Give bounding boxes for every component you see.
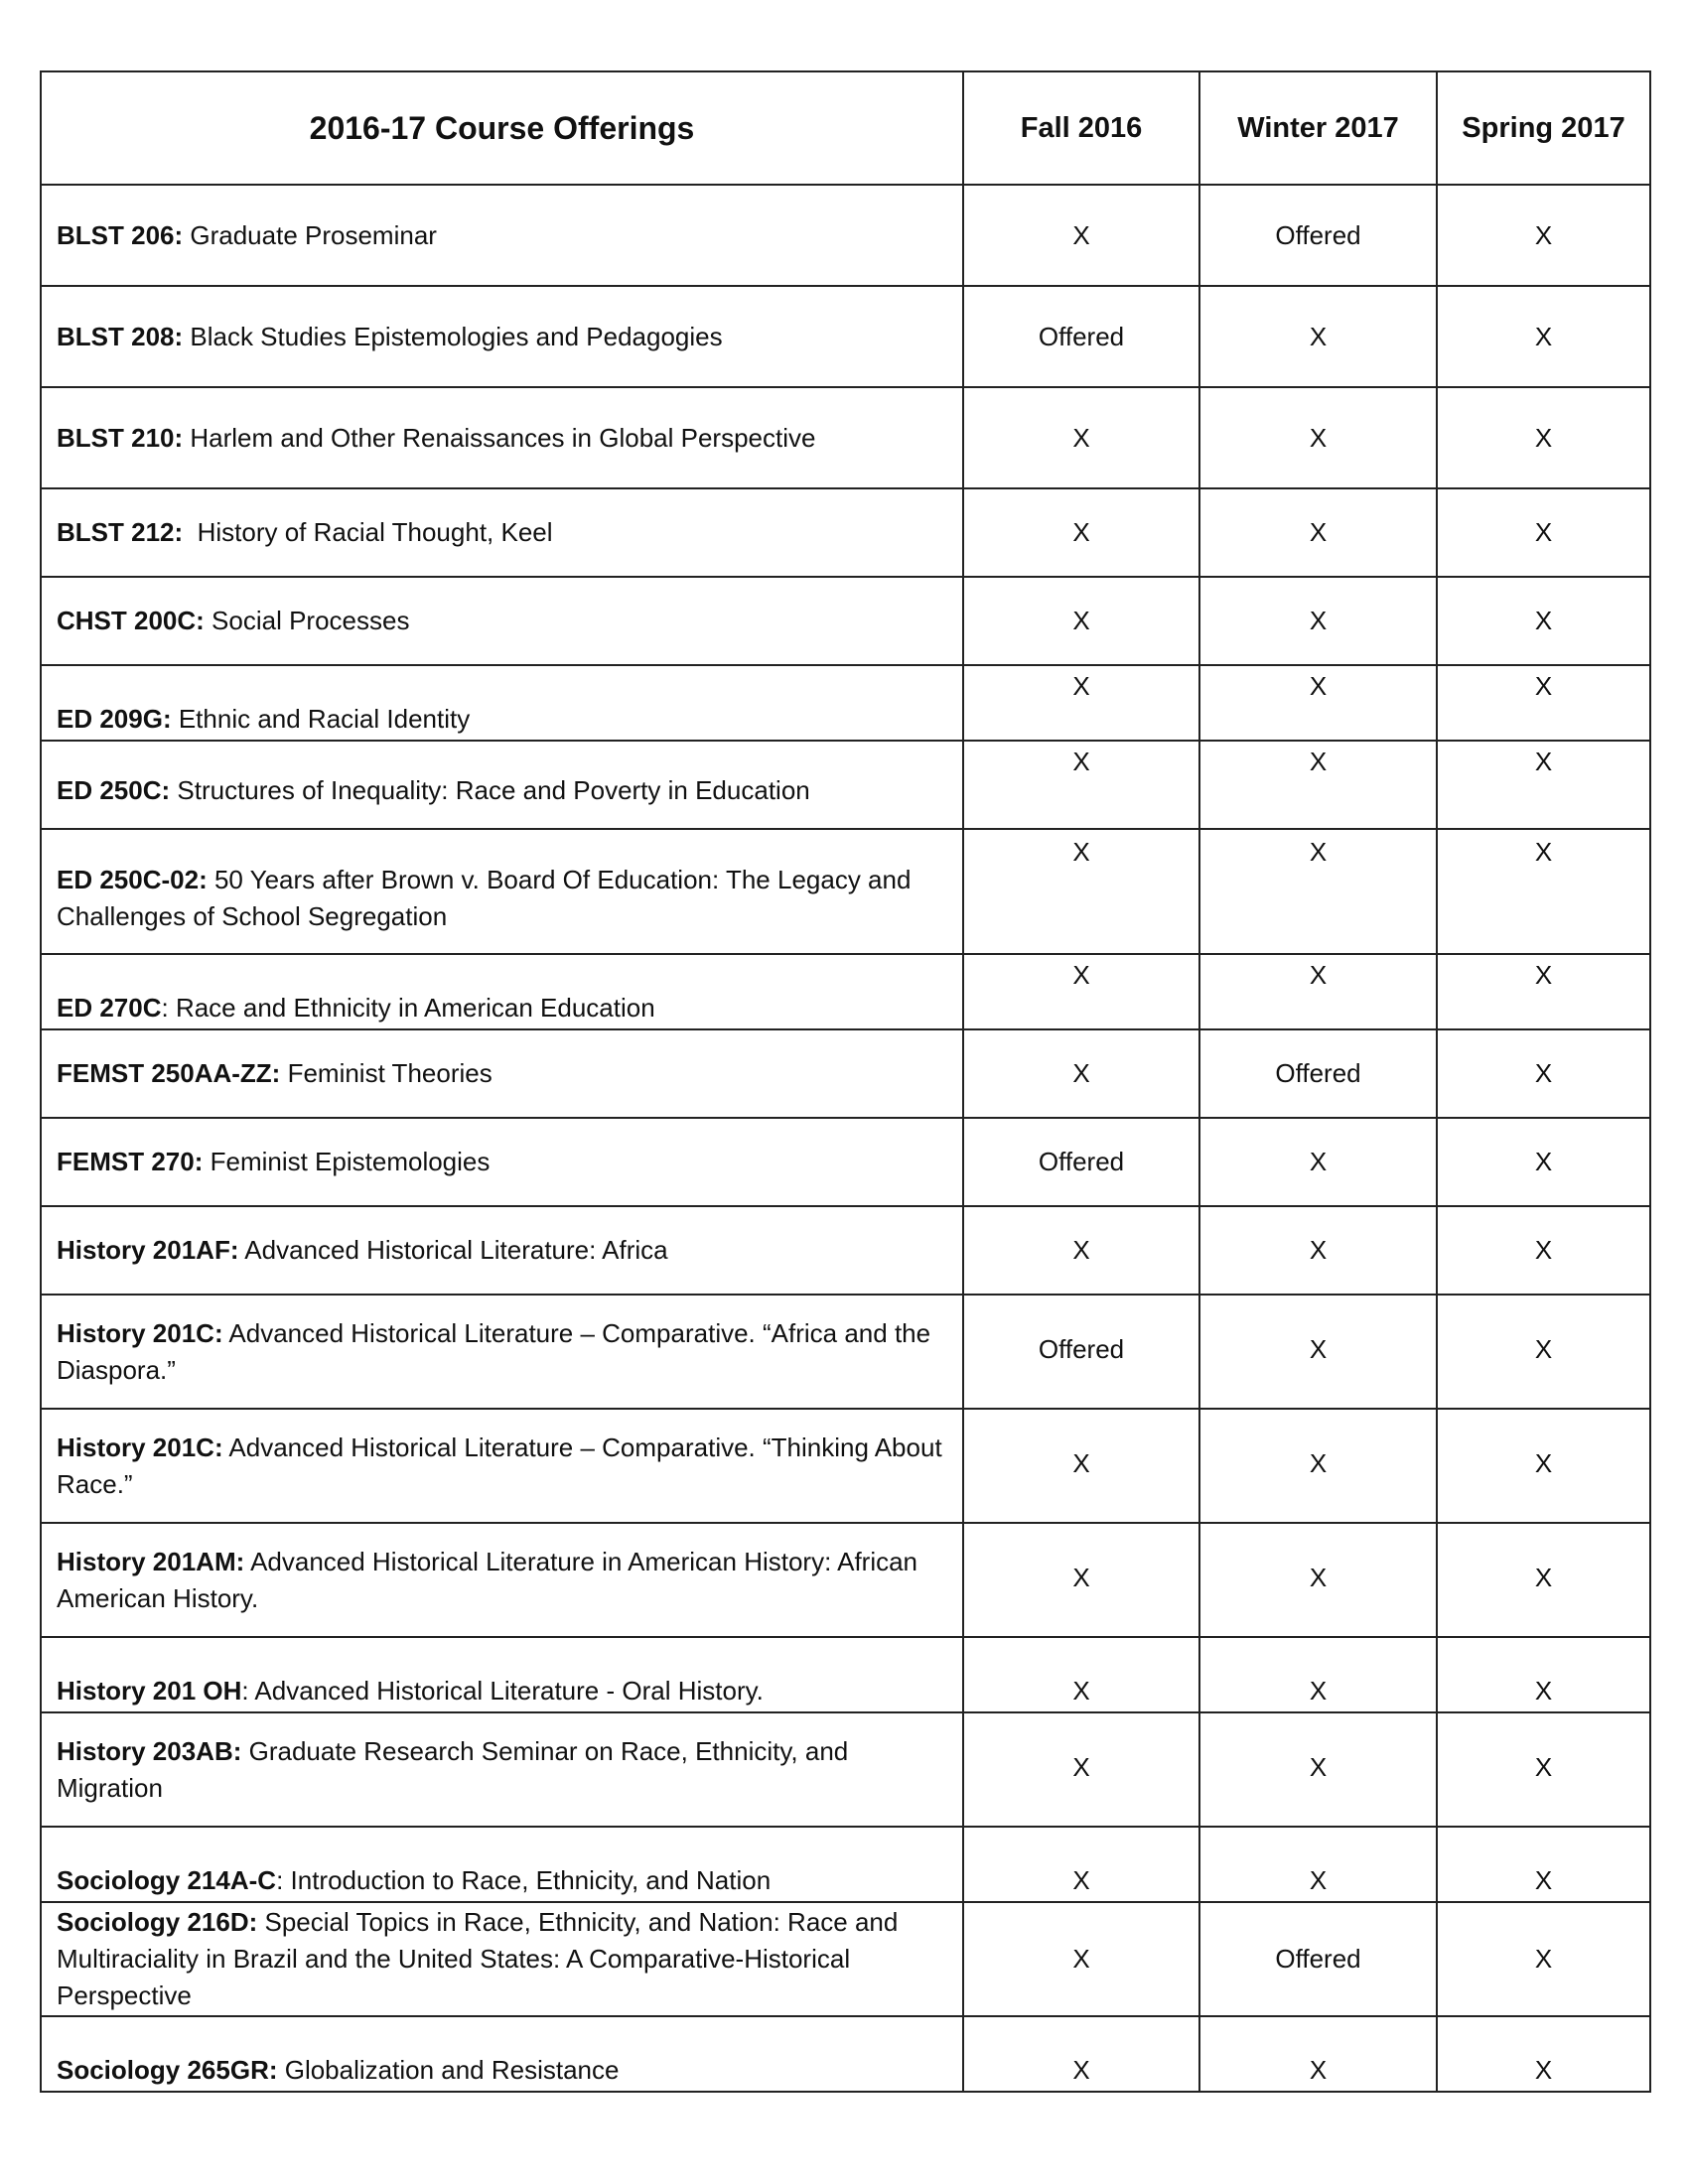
course-title: Special Topics in Race, Ethnicity, and Nation: Race and Multiraciality in Brazil and the United States: A Comparative-Historical Perspective xyxy=(57,1907,899,2010)
fall-cell: Offered xyxy=(963,286,1199,387)
course-cell xyxy=(41,741,963,829)
table-row xyxy=(41,577,1650,665)
fall-cell: X xyxy=(963,1206,1199,1295)
table-row xyxy=(41,1637,1650,1712)
spring-cell: X xyxy=(1437,1206,1650,1295)
spring-cell: X xyxy=(1437,286,1650,387)
winter-cell: X xyxy=(1199,1712,1437,1827)
fall-cell: X xyxy=(963,1902,1199,2016)
course-title: : Introduction to Race, Ethnicity, and Nation xyxy=(276,1865,772,1895)
table-title: 2016-17 Course Offerings xyxy=(41,71,963,185)
fall-cell: X xyxy=(963,1637,1199,1712)
table-row xyxy=(41,1295,1650,1409)
course-cell xyxy=(41,387,963,488)
winter-cell: X xyxy=(1199,387,1437,488)
spring-cell: X xyxy=(1437,1118,1650,1206)
course-cell xyxy=(41,954,963,1029)
fall-cell: X xyxy=(963,1029,1199,1118)
winter-cell: X xyxy=(1199,286,1437,387)
winter-cell: X xyxy=(1199,1206,1437,1295)
winter-cell: X xyxy=(1199,741,1437,829)
course-title: : Advanced Historical Literature - Oral History. xyxy=(241,1676,764,1706)
course-title: Graduate Proseminar xyxy=(183,219,437,250)
spring-cell: X xyxy=(1437,1409,1650,1523)
table-row xyxy=(41,1118,1650,1206)
course-code: BLST 210: xyxy=(57,422,184,453)
course-cell xyxy=(41,1523,963,1637)
course-title: Graduate Research Seminar on Race, Ethnicity, and Migration xyxy=(57,1735,849,1803)
fall-cell: Offered xyxy=(963,1118,1199,1206)
spring-cell: X xyxy=(1437,741,1650,829)
spring-cell: X xyxy=(1437,1523,1650,1637)
course-cell xyxy=(41,1118,963,1206)
course-code: FEMST 270: xyxy=(57,1147,204,1176)
fall-cell: X xyxy=(963,829,1199,954)
winter-cell: X xyxy=(1199,1827,1437,1902)
spring-cell: X xyxy=(1437,829,1650,954)
winter-cell: X xyxy=(1199,954,1437,1029)
course-title: Advanced Historical Literature – Comparative. “Thinking About Race.” xyxy=(57,1432,942,1499)
course-code: Sociology 214A-C xyxy=(57,1865,277,1895)
fall-cell: X xyxy=(963,1827,1199,1902)
course-code: FEMST 250AA-ZZ: xyxy=(57,1058,281,1088)
winter-cell: X xyxy=(1199,2016,1437,2092)
fall-cell: X xyxy=(963,185,1199,286)
course-code: ED 250C-02: xyxy=(57,865,208,894)
spring-cell: X xyxy=(1437,1029,1650,1118)
course-cell xyxy=(41,1827,963,1902)
course-code: BLST 208: xyxy=(57,321,184,351)
winter-cell: X xyxy=(1199,1409,1437,1523)
course-cell xyxy=(41,1637,963,1712)
course-title: Globalization and Resistance xyxy=(277,2055,620,2085)
course-code: History 201AF: xyxy=(57,1235,239,1265)
course-cell xyxy=(41,1295,963,1409)
course-code: History 203AB: xyxy=(57,1735,242,1766)
table-row xyxy=(41,1523,1650,1637)
winter-cell: X xyxy=(1199,1118,1437,1206)
course-code: BLST 206: xyxy=(57,219,184,250)
course-code: BLST 212: xyxy=(57,517,184,547)
course-title: Social Processes xyxy=(204,606,410,635)
course-title: Advanced Historical Literature – Comparative. “Africa and the Diaspora.” xyxy=(57,1317,931,1385)
table-row xyxy=(41,1206,1650,1295)
table-row xyxy=(41,286,1650,387)
winter-cell: Offered xyxy=(1199,185,1437,286)
course-code: CHST 200C: xyxy=(57,606,205,635)
table-row xyxy=(41,741,1650,829)
winter-cell: X xyxy=(1199,1523,1437,1637)
course-code: History 201C: xyxy=(57,1317,223,1348)
spring-cell: X xyxy=(1437,1902,1650,2016)
course-title: 50 Years after Brown v. Board Of Education: The Legacy and Challenges of School Segregation xyxy=(57,865,912,931)
course-cell xyxy=(41,1712,963,1827)
fall-cell: X xyxy=(963,1523,1199,1637)
course-code: Sociology 265GR: xyxy=(57,2055,278,2085)
course-code: ED 250C: xyxy=(57,775,171,805)
course-cell xyxy=(41,577,963,665)
column-header-spring-2017: Spring 2017 xyxy=(1437,71,1650,185)
course-offerings-table xyxy=(40,70,1651,2093)
winter-cell: X xyxy=(1199,1295,1437,1409)
winter-cell: Offered xyxy=(1199,1902,1437,2016)
fall-cell: Offered xyxy=(963,1295,1199,1409)
winter-cell: X xyxy=(1199,665,1437,741)
course-code: History 201C: xyxy=(57,1432,223,1462)
spring-cell: X xyxy=(1437,185,1650,286)
spring-cell: X xyxy=(1437,387,1650,488)
course-title: Harlem and Other Renaissances in Global Perspective xyxy=(183,422,816,453)
table-row xyxy=(41,1902,1650,2016)
spring-cell: X xyxy=(1437,665,1650,741)
winter-cell: X xyxy=(1199,829,1437,954)
column-header-winter-2017: Winter 2017 xyxy=(1199,71,1437,185)
course-cell xyxy=(41,1206,963,1295)
course-cell xyxy=(41,185,963,286)
course-cell xyxy=(41,286,963,387)
table-row xyxy=(41,488,1650,577)
table-row xyxy=(41,954,1650,1029)
spring-cell: X xyxy=(1437,577,1650,665)
fall-cell: X xyxy=(963,954,1199,1029)
course-code: History 201 OH xyxy=(57,1676,242,1706)
course-code: History 201AM: xyxy=(57,1546,245,1576)
spring-cell: X xyxy=(1437,954,1650,1029)
table-row xyxy=(41,387,1650,488)
spring-cell: X xyxy=(1437,2016,1650,2092)
fall-cell: X xyxy=(963,741,1199,829)
column-header-fall-2016: Fall 2016 xyxy=(963,71,1199,185)
fall-cell: X xyxy=(963,1712,1199,1827)
course-code: ED 209G: xyxy=(57,704,172,734)
table-row xyxy=(41,829,1650,954)
course-title: Black Studies Epistemologies and Pedagogies xyxy=(183,321,723,351)
course-title: Advanced Historical Literature in American History: African American History. xyxy=(57,1546,918,1613)
course-title: Feminist Theories xyxy=(280,1058,492,1088)
table-row xyxy=(41,1409,1650,1523)
winter-cell: X xyxy=(1199,488,1437,577)
fall-cell: X xyxy=(963,387,1199,488)
course-code: Sociology 216D: xyxy=(57,1907,258,1937)
spring-cell: X xyxy=(1437,1637,1650,1712)
winter-cell: Offered xyxy=(1199,1029,1437,1118)
table-row xyxy=(41,185,1650,286)
fall-cell: X xyxy=(963,1409,1199,1523)
course-cell xyxy=(41,1902,963,2016)
spring-cell: X xyxy=(1437,1295,1650,1409)
course-cell xyxy=(41,1029,963,1118)
course-title: Structures of Inequality: Race and Poverty in Education xyxy=(170,775,810,805)
fall-cell: X xyxy=(963,665,1199,741)
fall-cell: X xyxy=(963,2016,1199,2092)
table-row xyxy=(41,1029,1650,1118)
table-row xyxy=(41,1827,1650,1902)
winter-cell: X xyxy=(1199,1637,1437,1712)
winter-cell: X xyxy=(1199,577,1437,665)
fall-cell: X xyxy=(963,577,1199,665)
course-title: Feminist Epistemologies xyxy=(203,1147,491,1176)
course-cell xyxy=(41,488,963,577)
spring-cell: X xyxy=(1437,1712,1650,1827)
course-cell xyxy=(41,2016,963,2092)
course-title: History of Racial Thought, Keel xyxy=(183,517,553,547)
course-cell xyxy=(41,665,963,741)
course-cell xyxy=(41,829,963,954)
spring-cell: X xyxy=(1437,1827,1650,1902)
table-row xyxy=(41,665,1650,741)
fall-cell: X xyxy=(963,488,1199,577)
course-title: Advanced Historical Literature: Africa xyxy=(238,1235,668,1265)
course-title: : Race and Ethnicity in American Education xyxy=(161,993,655,1023)
table-row xyxy=(41,1712,1650,1827)
table-row xyxy=(41,2016,1650,2092)
spring-cell: X xyxy=(1437,488,1650,577)
course-title: Ethnic and Racial Identity xyxy=(171,704,471,734)
course-code: ED 270C xyxy=(57,993,162,1023)
course-cell xyxy=(41,1409,963,1523)
table-header-row xyxy=(41,71,1650,185)
